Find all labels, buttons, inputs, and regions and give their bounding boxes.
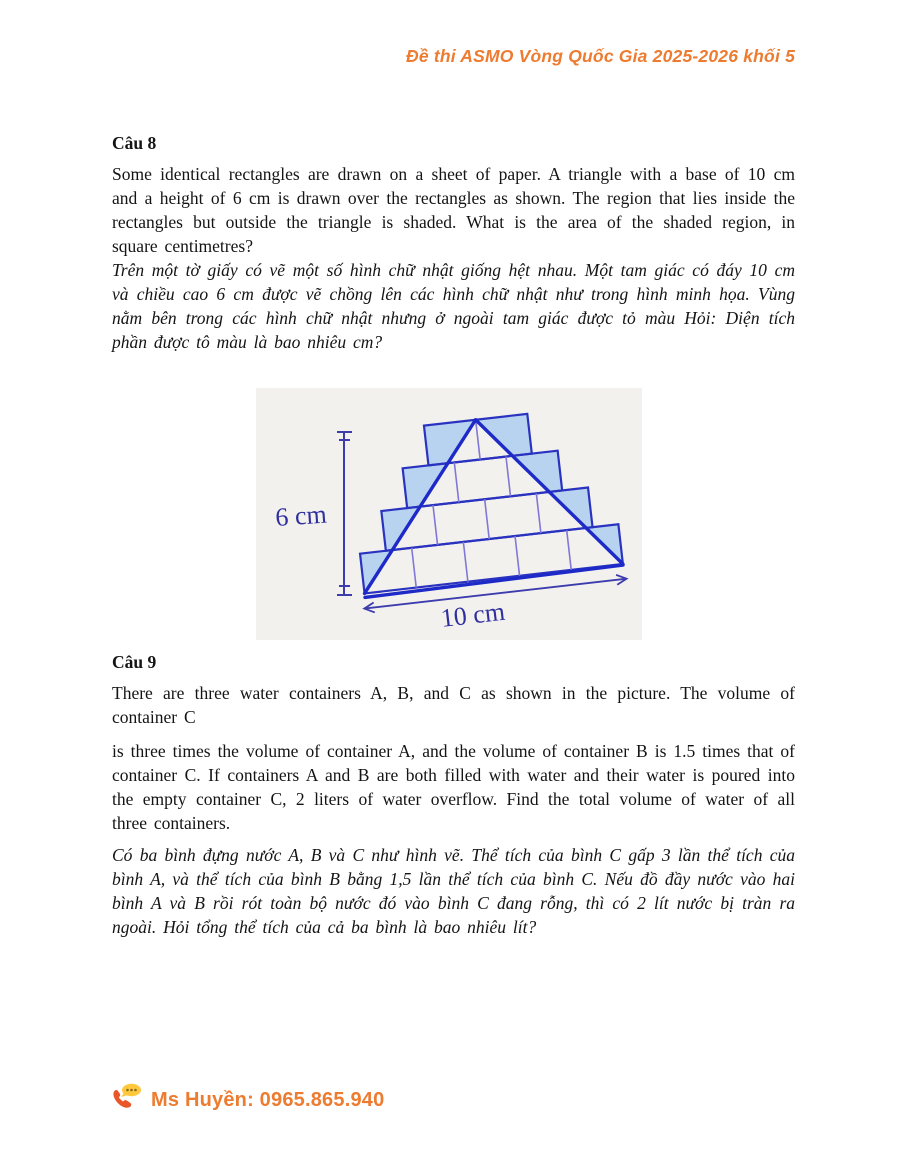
question8-vietnamese-paragraph: Trên một tờ giấy có vẽ một số hình chữ nhật giống hệt nhau. Một tam giác có đáy 10 cm và chiều cao 6 cm được vẽ chồng lên các hình chữ nhật như trong hình minh họa. Vùng nằm bên trong các hình chữ nhật nhưng ở ngoài tam giác được tỏ màu Hỏi: Diện tích phần được tô màu là bao nhiêu cm?: [112, 260, 795, 352]
question8-heading: Câu 8: [112, 133, 157, 153]
footer-contact: [106, 1082, 384, 1118]
phone-icon: [106, 1082, 144, 1118]
base-dimension-label: 10 cm: [439, 596, 507, 633]
question8-figure: [256, 388, 642, 640]
page-header-title: Đề thi ASMO Vòng Quốc Gia 2025-2026 khối 5: [406, 46, 795, 66]
question9-english-paragraph-1: There are three water containers A, B, and C as shown in the picture. The volume of container C: [112, 683, 795, 727]
question9-heading: Câu 9: [112, 652, 157, 672]
question9-english-paragraph-2: is three times the volume of container A, and the volume of container B is 1.5 times that of container C. If containers A and B are both filled with water and their water is poured into the empty container C, 2 liters of water overflow. Find the total volume of water of all three containers.: [112, 741, 795, 833]
question8-english-paragraph: Some identical rectangles are drawn on a sheet of paper. A triangle with a base of 10 cm and a height of 6 cm is drawn over the rectangles as shown. The region that lies inside the rectangles but outside the triangle is shaded. What is the area of the shaded region, in square centimetres?: [112, 164, 795, 256]
question9-vietnamese-paragraph: Có ba bình đựng nước A, B và C như hình vẽ. Thể tích của bình C gấp 3 lần thể tích của bình A, và thể tích của bình B bằng 1,5 lần thể tích của bình C. Nếu đồ đầy nước vào hai bình A và B rồi rót toàn bộ nước đó vào bình C đang rỗng, thì có 2 lít nước bị tràn ra ngoài. Hỏi tổng thể tích của cả ba bình là bao nhiêu lít?: [112, 845, 795, 937]
contact-text: Ms Huyền: 0965.865.940: [151, 1088, 385, 1111]
triangle-rectangles-diagram: [256, 388, 642, 640]
chat-bubble: [121, 1084, 141, 1097]
height-dimension-label: 6 cm: [274, 499, 328, 532]
